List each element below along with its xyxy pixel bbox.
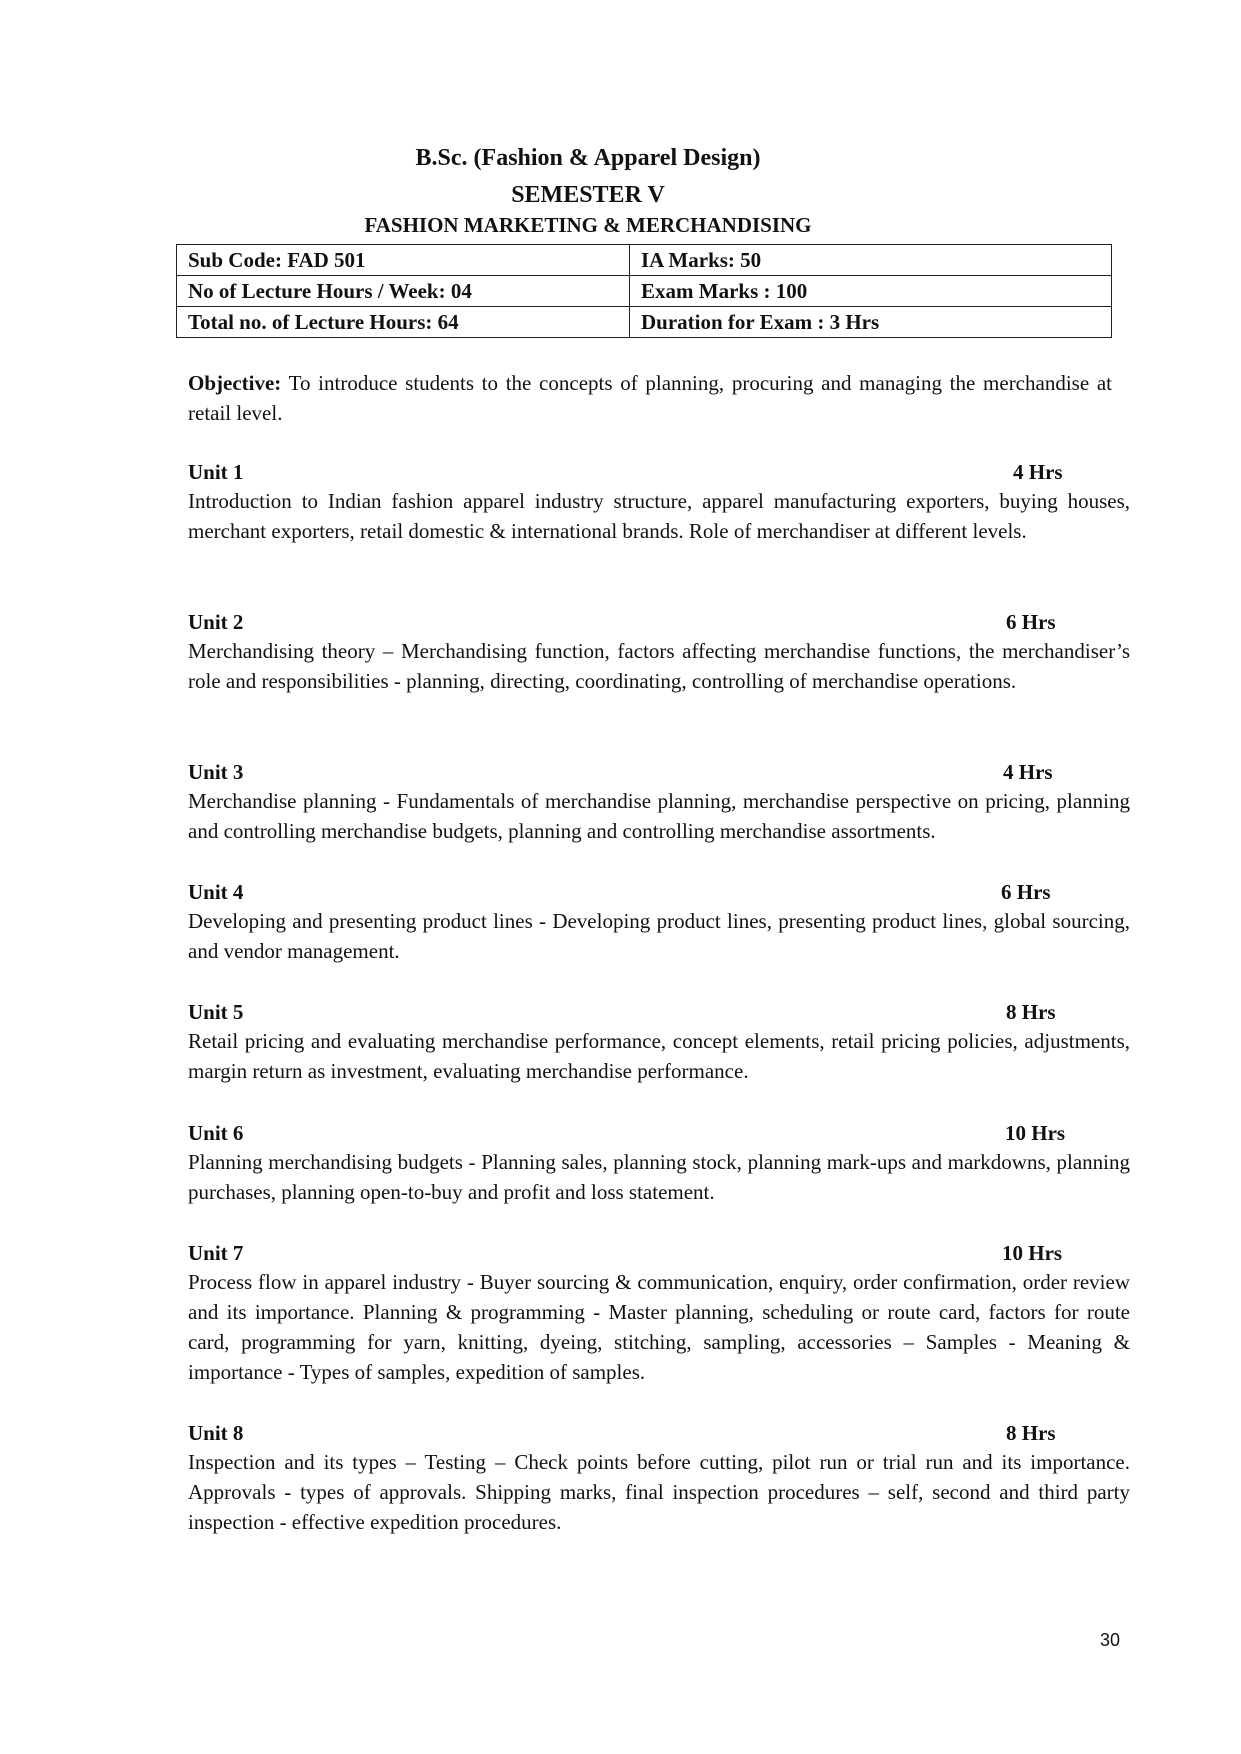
unit-6-title: Unit 6 xyxy=(188,1121,244,1145)
semester-title: SEMESTER V xyxy=(511,182,665,208)
subject-title: FASHION MARKETING & MERCHANDISING xyxy=(364,213,812,237)
unit-4-title: Unit 4 xyxy=(188,880,244,904)
unit-4-description: Developing and presenting product lines - Developing product lines, presenting product lines, global sourcing, and vendor management. xyxy=(188,909,1130,963)
unit-2-description: Merchandising theory – Merchandising function, factors affecting merchandise functions, the merchandiser’s role and responsibilities - planning, directing, coordinating, controlling of merchandise operations. xyxy=(188,639,1130,693)
lecture-hours-week-cell: No of Lecture Hours / Week: 04 xyxy=(177,276,630,307)
unit-1-description: Introduction to Indian fashion apparel industry structure, apparel manufacturing exporters, buying houses, merchant exporters, retail domestic & international brands. Role of merchandiser at different levels. xyxy=(188,489,1130,543)
sub-code-cell: Sub Code: FAD 501 xyxy=(177,245,630,276)
unit-4-hours: 6 Hrs xyxy=(1001,880,1051,904)
unit-5-title: Unit 5 xyxy=(188,1000,244,1024)
exam-marks-cell: Exam Marks : 100 xyxy=(630,276,1112,307)
unit-6-description: Planning merchandising budgets - Planning sales, planning stock, planning mark-ups and markdowns, planning purchases, planning open-to-buy and profit and loss statement. xyxy=(188,1150,1130,1204)
table-row xyxy=(177,307,1112,338)
objective-label: Objective: xyxy=(188,371,282,395)
unit-6-hours: 10 Hrs xyxy=(1005,1121,1066,1145)
unit-2-title: Unit 2 xyxy=(188,610,244,634)
unit-5-description: Retail pricing and evaluating merchandise performance, concept elements, retail pricing policies, adjustments, margin return as investment, evaluating merchandise performance. xyxy=(188,1029,1130,1083)
unit-3-hours: 4 Hrs xyxy=(1003,760,1053,784)
table-row xyxy=(177,276,1112,307)
unit-1-hours: 4 Hrs xyxy=(1013,460,1063,484)
ia-marks-cell: IA Marks: 50 xyxy=(630,245,1112,276)
table-row xyxy=(177,245,1112,276)
unit-5-hours: 8 Hrs xyxy=(1006,1000,1056,1024)
unit-3-title: Unit 3 xyxy=(188,760,244,784)
unit-7-title: Unit 7 xyxy=(188,1241,244,1265)
exam-duration-cell: Duration for Exam : 3 Hrs xyxy=(630,307,1112,338)
unit-2-hours: 6 Hrs xyxy=(1006,610,1056,634)
course-info-table xyxy=(176,244,1112,338)
unit-8-hours: 8 Hrs xyxy=(1006,1421,1056,1445)
objective-text: To introduce students to the concepts of planning, procuring and managing the merchandise at retail level. xyxy=(188,371,1112,425)
unit-7-hours: 10 Hrs xyxy=(1002,1241,1063,1265)
objective-paragraph xyxy=(188,368,1112,428)
course-title: B.Sc. (Fashion & Apparel Design) xyxy=(415,145,761,171)
page-number: 30 xyxy=(1100,1630,1121,1650)
unit-8-title: Unit 8 xyxy=(188,1421,244,1445)
unit-3-description: Merchandise planning - Fundamentals of merchandise planning, merchandise perspective on pricing, planning and controlling merchandise budgets, planning and controlling merchandise assortments. xyxy=(188,789,1130,843)
unit-1-title: Unit 1 xyxy=(188,460,244,484)
unit-8-description: Inspection and its types – Testing – Check points before cutting, pilot run or trial run and its importance. Approvals - types of approvals. Shipping marks, final inspection procedures – self, second and third party inspection - effective expedition procedures. xyxy=(188,1450,1130,1534)
total-lecture-hours-cell: Total no. of Lecture Hours: 64 xyxy=(177,307,630,338)
unit-7-description: Process flow in apparel industry - Buyer sourcing & communication, enquiry, order confirmation, order review and its importance. Planning & programming - Master planning, scheduling or route card, factors for route card, programming for yarn, knitting, dyeing, stitching, sampling, accessories – Samples - Meaning & importance - Types of samples, expedition of samples. xyxy=(188,1270,1130,1384)
